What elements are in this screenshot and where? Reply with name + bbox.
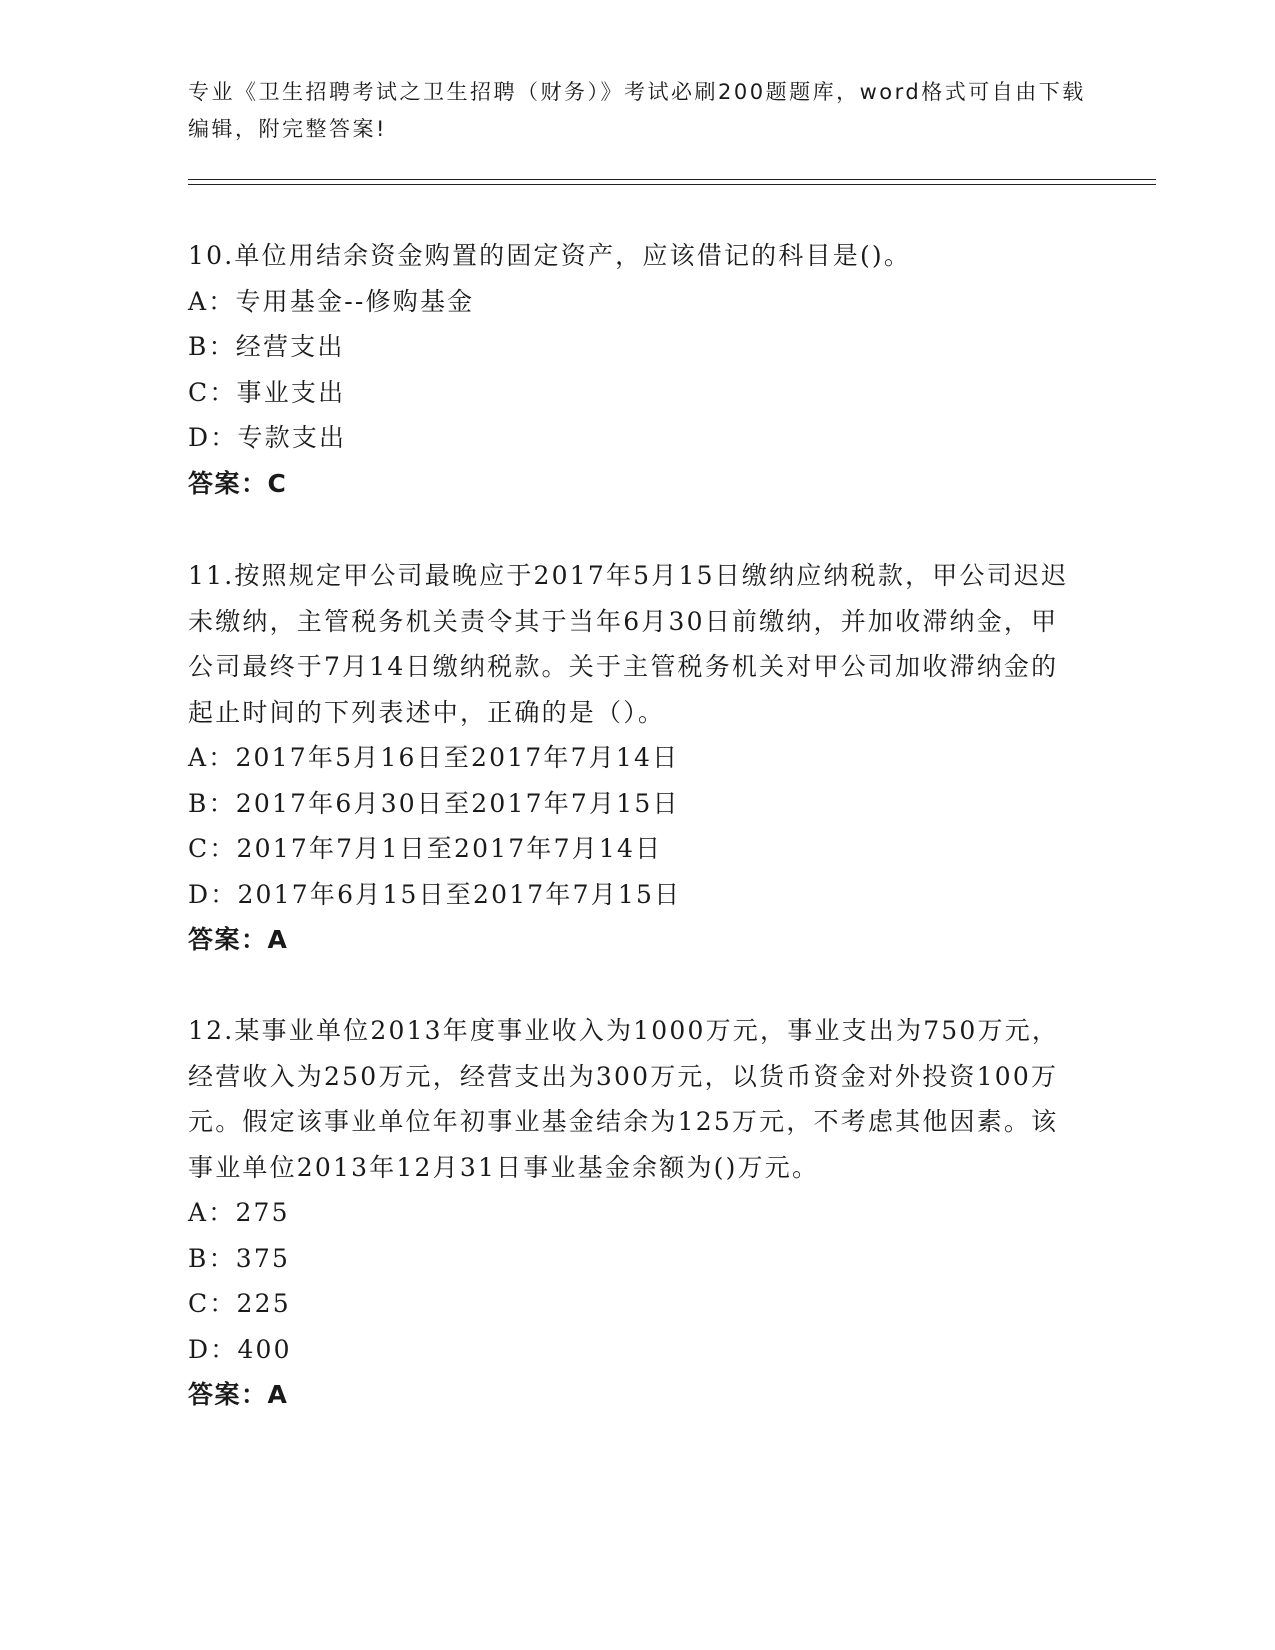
header-divider-top (188, 179, 1156, 180)
option-d: D：400 (188, 1334, 292, 1364)
option-c: C：225 (188, 1289, 291, 1318)
document-header: 专业《卫生招聘考试之卫生招聘（财务）》考试必刷200题题库，word格式可自由下载编辑，附完整答案! (188, 80, 1086, 141)
option-d: D：2017年6月15日至2017年7月15日 (188, 879, 682, 909)
question-stem: 10.单位用结余资金购置的固定资产，应该借记的科目是()。 (188, 241, 912, 270)
option-b: B：2017年6月30日至2017年7月15日 (188, 788, 680, 818)
question-10 (188, 233, 1078, 506)
question-12 (188, 1008, 1078, 1418)
option-a: A：2017年5月16日至2017年7月14日 (188, 743, 680, 772)
option-a: A：275 (188, 1198, 290, 1227)
option-a: A：专用基金--修购基金 (188, 286, 475, 316)
question-stem: 11.按照规定甲公司最晚应于2017年5月15日缴纳应纳税款，甲公司迟迟未缴纳，主管税务机关责令其于当年6月30日前缴纳，并加收滞纳金，甲公司最终于7月14日缴纳税款。关于主管税务机关对甲公司加收滞纳金的起止时间的下列表述中，正确的是（）。 (188, 561, 1069, 727)
option-b: B：经营支出 (188, 332, 345, 361)
question-stem: 12.某事业单位2013年度事业收入为1000万元，事业支出为750万元，经营收入为250万元，经营支出为300万元，以货币资金对外投资100万元。假定该事业单位年初事业基金结余为125万元，不考虑其他因素。该事业单位2013年12月31日事业基金余额为()万元。 (188, 1016, 1060, 1182)
answer-line: 答案：A (188, 1380, 289, 1409)
option-d: D：专款支出 (188, 423, 347, 452)
answer-line: 答案：C (188, 468, 288, 498)
option-c: C：事业支出 (188, 377, 346, 407)
question-11 (188, 553, 1078, 963)
option-b: B：375 (188, 1243, 291, 1273)
header-divider-bottom (188, 184, 1156, 185)
answer-line: 答案：A (188, 925, 289, 954)
option-c: C：2017年7月1日至2017年7月14日 (188, 834, 663, 863)
